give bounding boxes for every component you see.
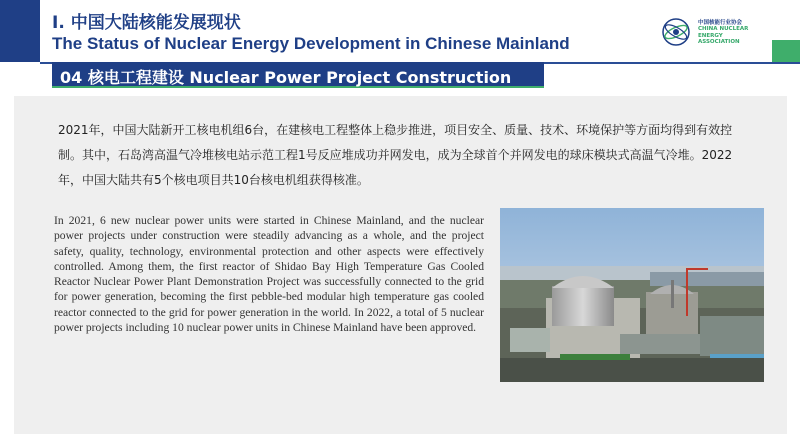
logo-emblem-icon [662,18,690,46]
association-logo [662,16,762,56]
logo-name-cn: 中国核能行业协会 [698,20,743,26]
section-header [52,62,544,88]
paragraph-cn: 2021年，中国大陆新开工核电机组6台，在建核电工程整体上稳步推进，项目安全、质量、技术、环境保护等方面均得到有效控制。其中，石岛湾高温气冷堆核电站示范工程1号反应堆成功并网发电，成为全球首个并网发电的球床模块式高温气冷堆。2022年，中国大陆共有5个核电项目共10台核电机组获得核准。 [58,123,733,187]
section-title: 04 核电工程建设 Nuclear Power Project Construction [60,68,512,87]
page-title-cn: I. 中国大陆核能发展现状 [52,13,241,33]
paragraph-en: In 2021, 6 new nuclear power units were started in Chinese Mainland, and the nuclear power projects under construction were steadily advancing as a whole, and the project safety, quality, technology, environmental protection and other aspects were effectively controlled. Among them, the first reactor of Shidao Bay High Temperature Gas Cooled Reactor Nuclear Power Plant Demonstration Project was successfully connected to the grid for power generation, becoming the first pebble-bed modular high temperature gas cooled reactor connected to the grid for power generation in the world. In 2022, a total of 5 nuclear power projects including 10 nuclear power units in Chinese Mainland have been approved. [54,214,484,335]
nuclear-plant-photo [500,208,764,382]
page-title-en: The Status of Nuclear Energy Development in Chinese Mainland [52,34,570,53]
logo-name-en: CHINA NUCLEAR ENERGY ASSOCIATION [698,26,749,45]
header-green-accent [772,40,800,62]
header-accent-bar [0,0,40,62]
